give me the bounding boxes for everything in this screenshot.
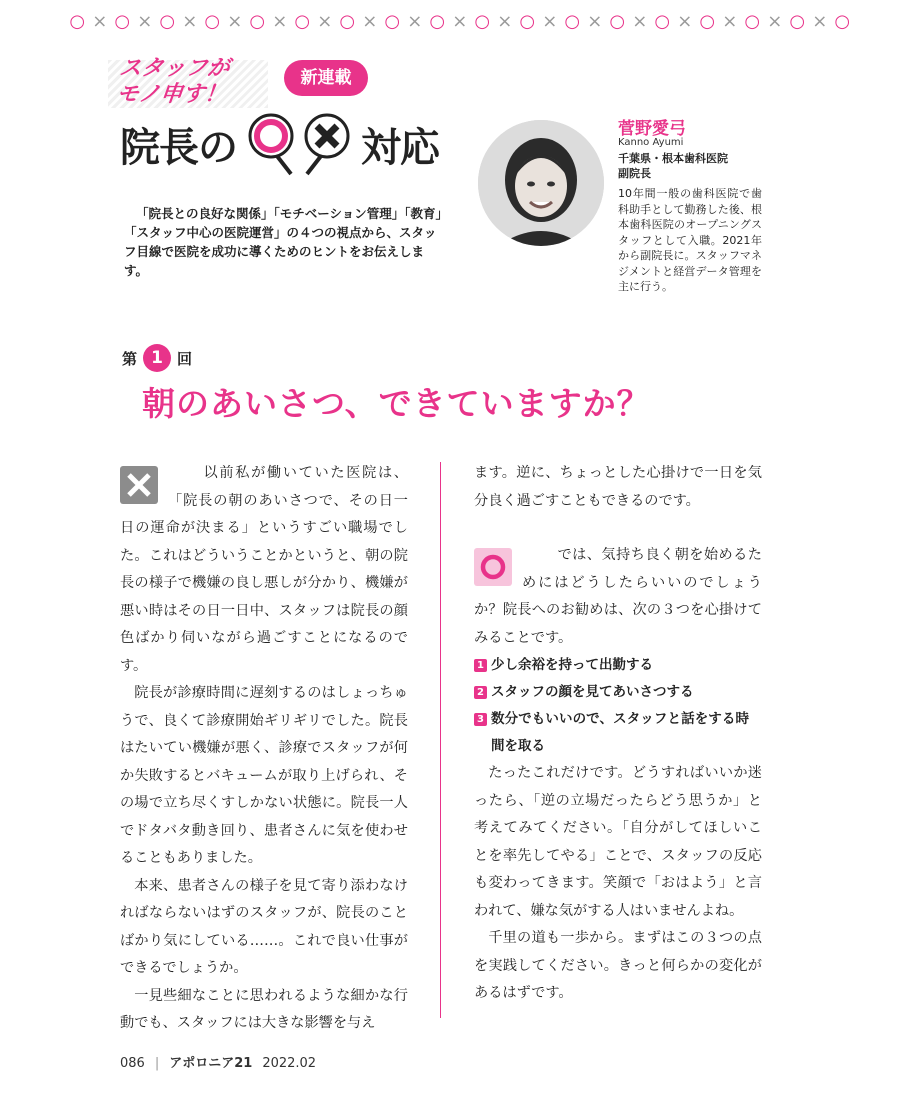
cross-mark-icon: × [227,11,243,32]
tip-text: スタッフの顔を見てあいさつする [491,684,694,700]
author-photo [478,120,604,246]
right-intro: では、気持ち良く朝を始めるためにはどうしたらいいのでしょうか？院長へのお勧めは、次の３つを心掛けてみることです。 [474,547,762,646]
author-portrait-icon [478,120,604,246]
right-paragraph-2: 千里の道も一歩から。まずはこの３つの点を実践してください。きっと何らかの変化があるはずです。 [474,930,762,1001]
cross-mark-icon: × [317,11,333,32]
right-continuation: ます。逆に、ちょっとした心掛けで一日を気分良く過ごすこともできるのです。 [474,465,762,509]
circle-mark-icon: ○ [609,11,626,32]
top-border-marks [66,8,856,36]
circle-mark-icon: ○ [699,11,716,32]
circle-mark-icon: ○ [834,11,851,32]
cross-mark-icon: × [92,11,108,32]
maru-icon [474,548,512,586]
article-left-column [120,460,408,1038]
cross-mark-icon: × [182,11,198,32]
maru-batsu-paddles-icon [241,112,357,176]
cross-mark-icon: × [812,11,828,32]
cross-mark-icon: × [272,11,288,32]
tip-text: 数分でもいいので、スタッフと話をする時間を取る [491,711,749,754]
series-title-post: 対応 [361,124,439,171]
series-title-pre: 院長の [120,124,237,171]
circle-mark-icon: ○ [69,11,86,32]
cross-mark-icon: × [542,11,558,32]
cross-mark-icon: × [452,11,468,32]
cross-mark-icon: × [587,11,603,32]
circle-mark-icon: ○ [159,11,176,32]
circle-mark-icon: ○ [294,11,311,32]
series-kicker [115,56,270,108]
article-right-column [474,460,762,1008]
circle-mark-icon: ○ [114,11,131,32]
cross-mark-icon: × [722,11,738,32]
episode-label [122,342,192,374]
circle-mark-icon: ○ [789,11,806,32]
circle-mark-icon: ○ [339,11,356,32]
circle-mark-icon: ○ [519,11,536,32]
author-position: 副院長 [618,167,651,180]
new-series-badge: 新連載 [284,60,368,96]
tip-number: 3 [474,713,487,726]
tip-number: 1 [474,659,487,672]
episode-prefix: 第 [122,349,138,368]
author-name: 菅野愛弓 [618,119,686,139]
cross-mark-icon: × [362,11,378,32]
lead-text: 「院長との良好な関係」「モチベーション管理」「教育」「スタッフ中心の医院運営」の４つの視点から、スタッフ目線で医院を成功に導くためのヒントをお伝えします。 [124,206,442,278]
circle-mark-icon: ○ [249,11,266,32]
circle-mark-icon: ○ [474,11,491,32]
cross-mark-icon: × [767,11,783,32]
circle-mark-icon: ○ [654,11,671,32]
left-paragraph-3: 本来、患者さんの様子を見て寄り添わなければならないはずのスタッフが、院長のことばかり気にしている……。これで良い仕事ができるでしょうか。 [120,877,408,976]
circle-mark-icon: ○ [204,11,221,32]
tip-text: 少し余裕を持って出勤する [491,657,653,673]
cross-mark-icon: × [137,11,153,32]
cross-mark-icon: × [677,11,693,32]
right-paragraph-1: たったこれだけです。どうすればいいか迷ったら、「逆の立場だったらどう思うか」と考えてみてください。「自分がしてほしいことを率先してやる」ことで、スタッフの反応も変わってきます。笑顔で「おはよう」と言われて、嫌な気がする人はいませんよね。 [474,765,762,919]
cross-mark-icon: × [407,11,423,32]
cross-mark-icon: × [632,11,648,32]
circle-mark-icon: ○ [429,11,446,32]
tip-item [474,652,762,679]
tip-item [474,706,762,760]
kicker-line-2: モノ申す！ [115,82,228,107]
episode-number: 1 [143,344,171,372]
kicker-line-1: スタッフが [118,56,231,81]
batsu-icon [120,466,158,504]
footer-separator: | [154,1056,160,1071]
author-roman-name: Kanno Ayumi [618,137,684,148]
circle-mark-icon: ○ [384,11,401,32]
episode-suffix: 回 [177,349,193,368]
magazine-name: アポロニア21 [169,1056,253,1071]
left-paragraph-2: 院長が診療時間に遅刻するのはしょっちゅうで、良くて診療開始ギリギリでした。院長はたいてい機嫌が悪く、診療でスタッフが何か失敗するとバキュームが取り上げられ、その場で立ち尽くすしかない状態に。院長一人でドタバタ動き回り、患者さんに気を使わせることもありました。 [120,685,408,866]
left-paragraph-4: 一見些細なことに思われるような細かな行動でも、スタッフには大きな影響を与え [120,987,408,1031]
tip-item [474,679,762,706]
page-footer [120,1052,316,1071]
cross-mark-icon: × [497,11,513,32]
column-divider [440,462,441,1018]
author-bio: 10年間一般の歯科医院で歯科助手として勤務した後、根本歯科医院のオープニングスタッフとして入職。2021年から副院長に。スタッフマネジメントと経営データ管理を主に行う。 [618,187,762,293]
article-headline: 朝のあいさつ、できていますか？ [142,384,651,423]
author-affiliation [618,151,798,181]
author-clinic: 千葉県・根本歯科医院 [618,152,728,165]
page-number: 086 [120,1056,145,1071]
left-paragraph-1: 以前私が働いていた医院は、「院長の朝のあいさつで、その日一日の運命が決まる」というすごい職場でした。これはどういうことかというと、朝の院長の様子で機嫌の良し悪しが分かり、機嫌が悪い時はその日一日中、スタッフは院長の顔色ばかり伺いながら過ごすことになるのです。 [120,465,408,674]
circle-mark-icon: ○ [564,11,581,32]
circle-mark-icon: ○ [744,11,761,32]
series-title [120,112,439,176]
issue-date: 2022.02 [262,1056,317,1071]
tip-number: 2 [474,686,487,699]
